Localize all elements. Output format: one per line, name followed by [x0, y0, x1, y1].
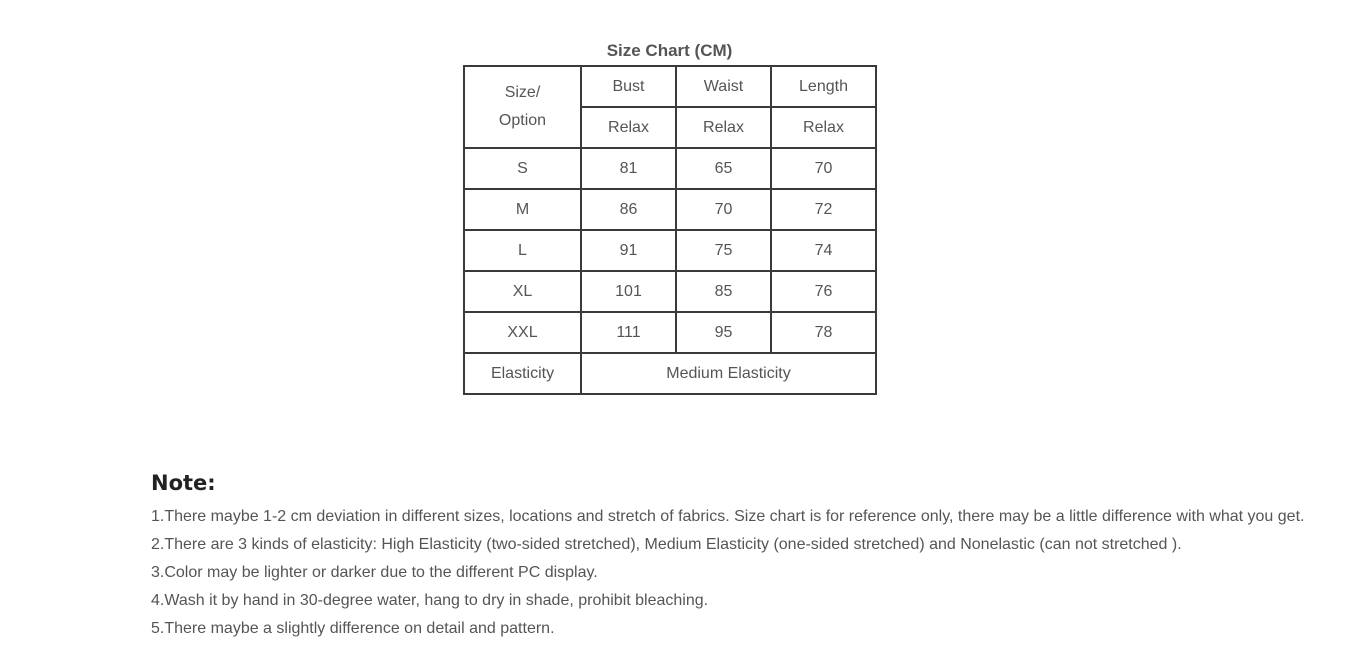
subheader-length-relax: Relax: [771, 107, 876, 148]
subheader-waist-relax: Relax: [676, 107, 771, 148]
note-item: 2.There are 3 kinds of elasticity: High Elasticity (two-sided stretched), Medium Elasticity (one-sided stretched) and Nonelastic (can not stretched ).: [151, 536, 1182, 553]
waist-cell: 95: [676, 312, 771, 353]
elasticity-value-cell: Medium Elasticity: [581, 353, 876, 394]
column-header-bust: Bust: [581, 66, 676, 107]
size-chart-table: [463, 65, 877, 395]
elasticity-row: [464, 353, 876, 394]
note-item: 5.There maybe a slightly difference on detail and pattern.: [151, 620, 555, 637]
waist-cell: 70: [676, 189, 771, 230]
size-option-label-line2: Option: [498, 112, 547, 129]
table-row: [464, 189, 876, 230]
table-header-row: [464, 66, 876, 107]
bust-cell: 86: [581, 189, 676, 230]
size-cell: S: [464, 148, 581, 189]
size-chart-title: Size Chart (CM): [606, 41, 733, 60]
bust-cell: 91: [581, 230, 676, 271]
note-list: [151, 503, 1331, 643]
column-header-waist: Waist: [676, 66, 771, 107]
table-row: [464, 271, 876, 312]
size-cell: L: [464, 230, 581, 271]
size-cell: XL: [464, 271, 581, 312]
size-cell: XXL: [464, 312, 581, 353]
note-item: 1.There maybe 1-2 cm deviation in different sizes, locations and stretch of fabrics. Size chart is for reference only, there may be a little difference with what you get.: [151, 508, 1305, 525]
length-cell: 78: [771, 312, 876, 353]
length-cell: 70: [771, 148, 876, 189]
length-cell: 76: [771, 271, 876, 312]
note-item: 3.Color may be lighter or darker due to the different PC display.: [151, 564, 598, 581]
column-header-length: Length: [771, 66, 876, 107]
length-cell: 74: [771, 230, 876, 271]
size-option-label-line1: Size/: [504, 84, 541, 101]
elasticity-label-cell: Elasticity: [464, 353, 581, 394]
note-heading: Note:: [151, 471, 216, 495]
size-cell: M: [464, 189, 581, 230]
bust-cell: 81: [581, 148, 676, 189]
subheader-bust-relax: Relax: [581, 107, 676, 148]
bust-cell: 111: [581, 312, 676, 353]
waist-cell: 85: [676, 271, 771, 312]
table-row: [464, 148, 876, 189]
table-row: [464, 230, 876, 271]
waist-cell: 75: [676, 230, 771, 271]
bust-cell: 101: [581, 271, 676, 312]
waist-cell: 65: [676, 148, 771, 189]
length-cell: 72: [771, 189, 876, 230]
size-option-header-cell: [464, 66, 581, 148]
table-row: [464, 312, 876, 353]
note-item: 4.Wash it by hand in 30-degree water, hang to dry in shade, prohibit bleaching.: [151, 592, 709, 609]
